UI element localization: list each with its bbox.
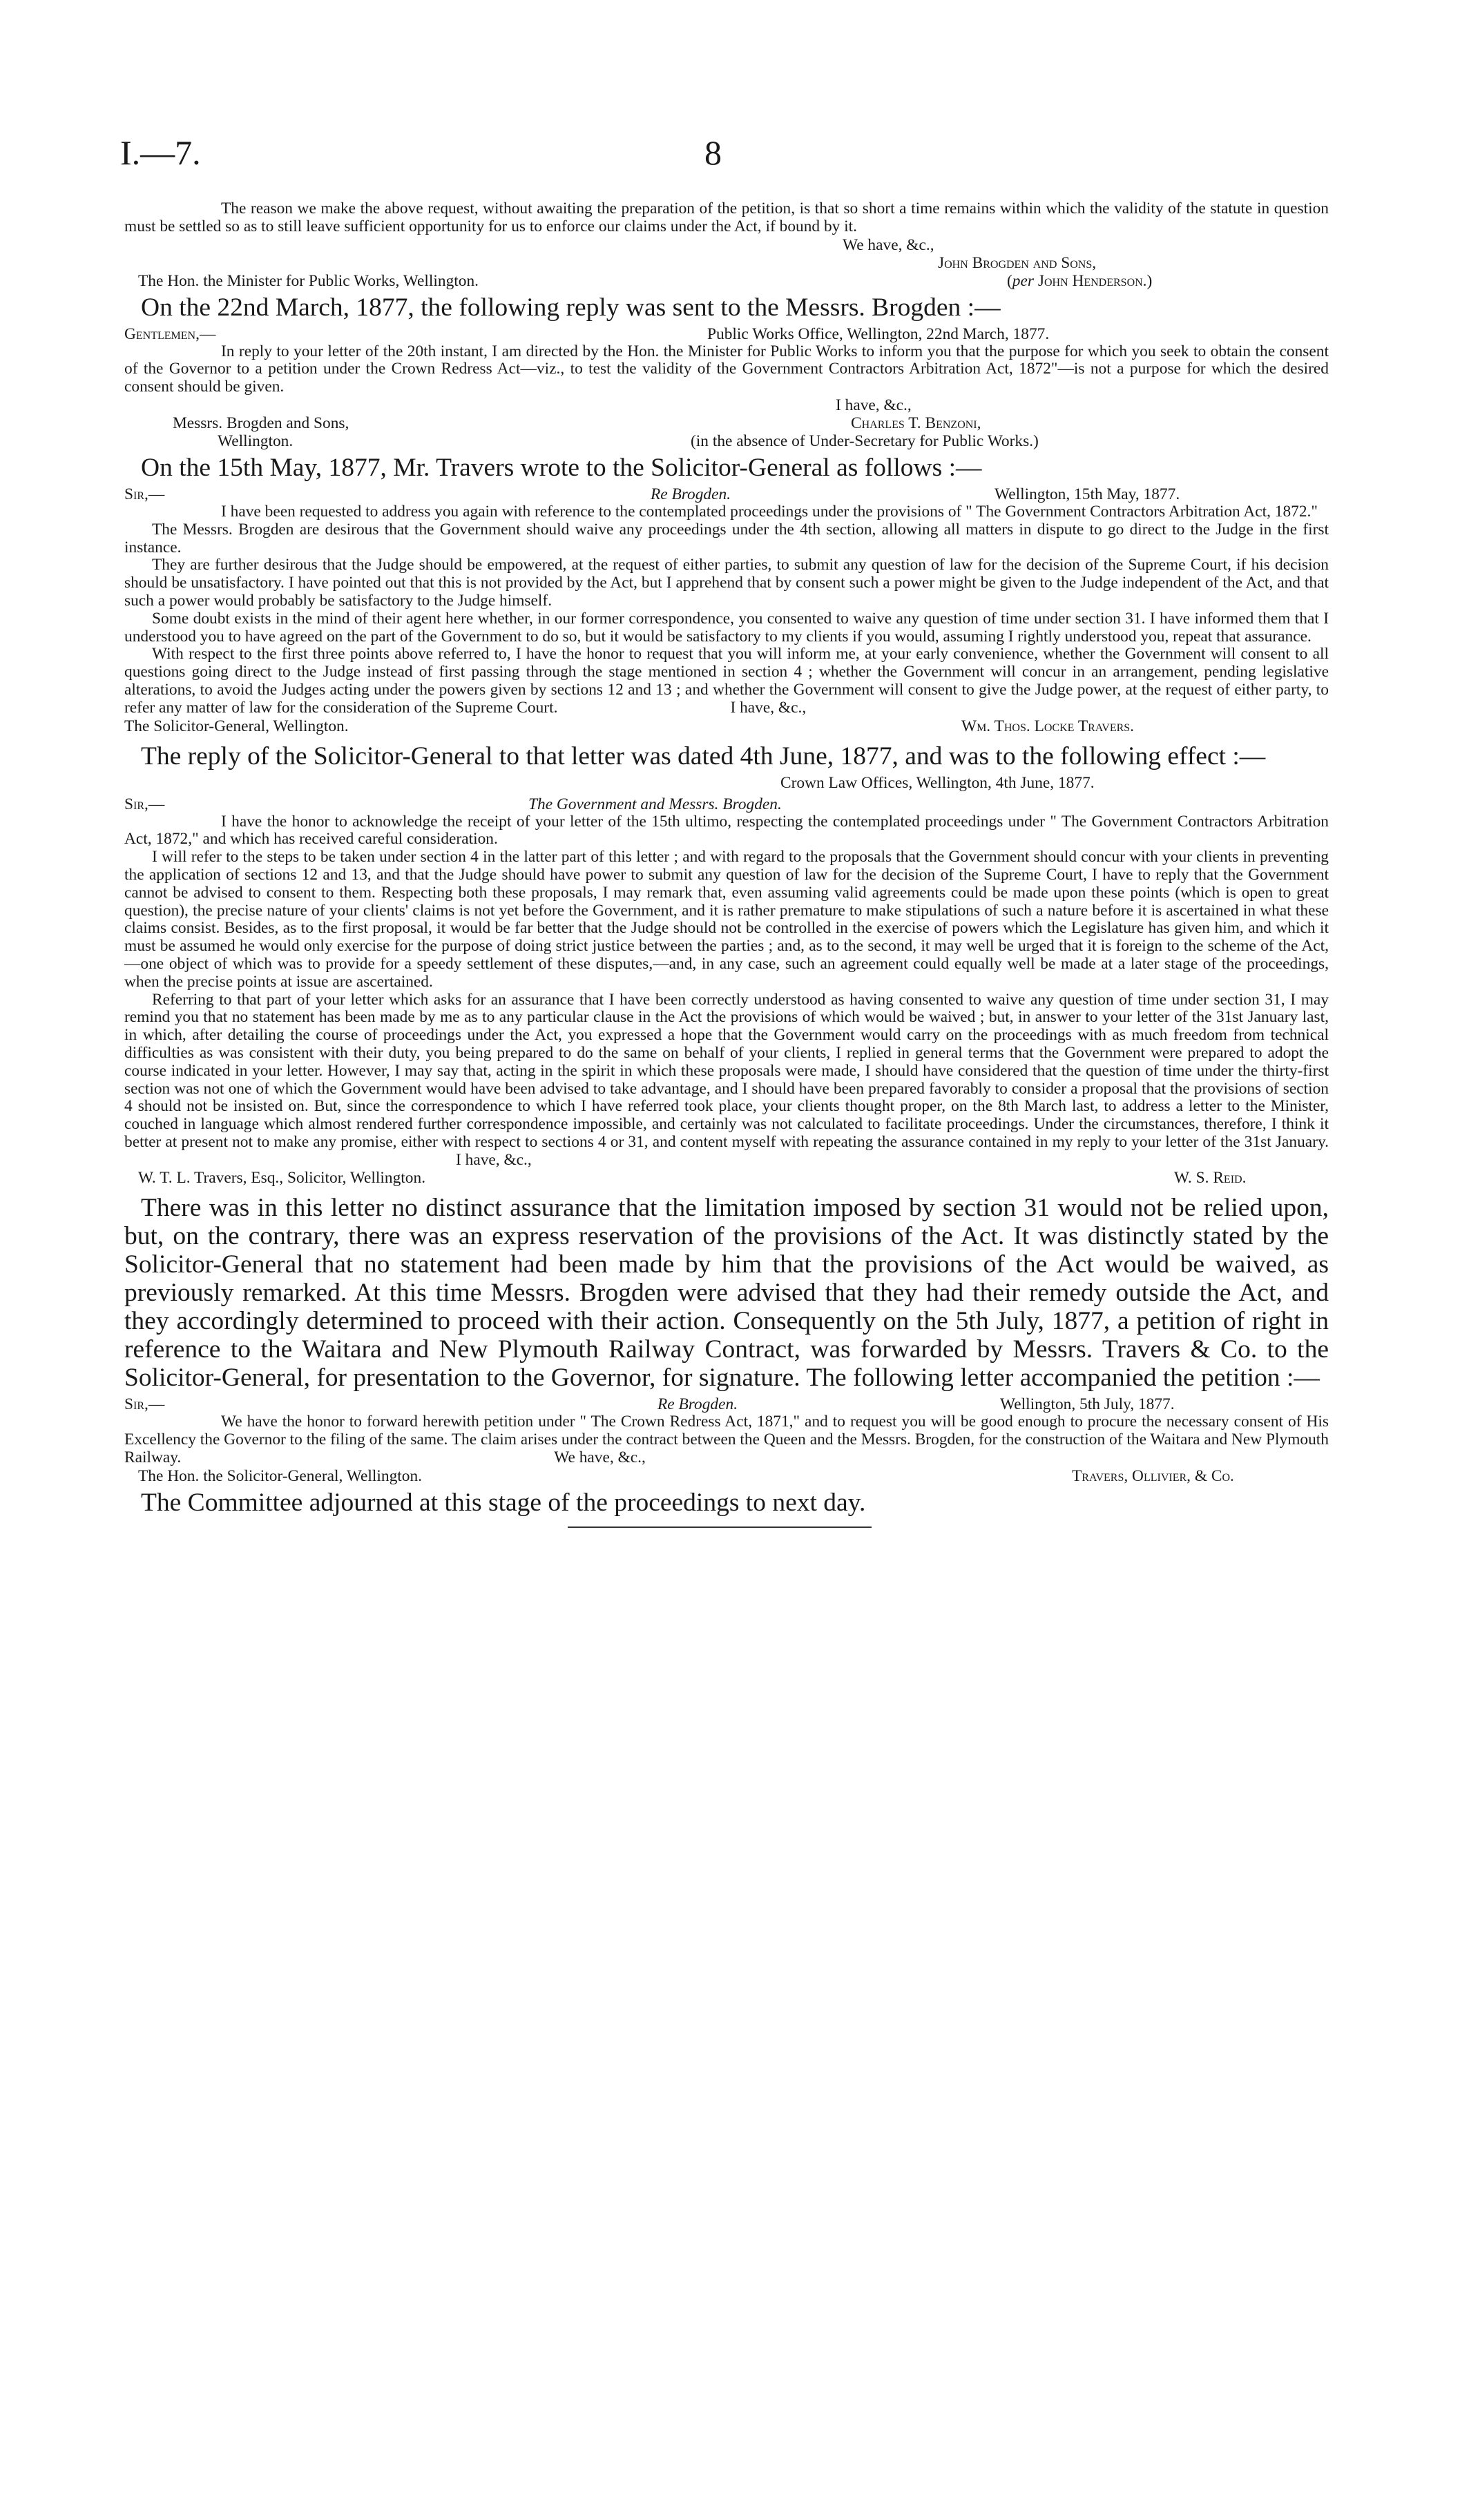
letter2-closing: I have, &c., (836, 396, 912, 414)
letter1-address-row (124, 272, 1329, 290)
letter4-addressee: W. T. L. Travers, Esq., Solicitor, Wellington. (138, 1169, 426, 1188)
letter1-per-line: (per John Henderson.) (1007, 271, 1153, 290)
letter5-place-date: Wellington, 5th July, 1877. (1000, 1395, 1175, 1414)
letter4-heading-row (124, 795, 1329, 813)
page-content (124, 200, 1329, 1528)
letter4-place-row (124, 774, 1329, 792)
letter1-closing-row (124, 236, 1329, 254)
letter5-body (124, 1413, 1329, 1466)
letter3-address-row (124, 717, 1329, 735)
letter1-signature: John Brogden and Sons, (938, 253, 1097, 272)
per-name: John Henderson. (1037, 271, 1147, 290)
letter1-signature-row (124, 254, 1329, 272)
letter2-addressee-row-2 (124, 432, 1329, 450)
letter3-closing: I have, &c., (730, 698, 807, 717)
intro-travers-15-may: On the 15th May, 1877, Mr. Travers wrote to the Solicitor-General as follows :— (141, 453, 982, 482)
letter2-signature-note: (in the absence of Under-Secretary for Public Works.) (691, 432, 1039, 450)
letter2-addressee-row (124, 414, 1329, 432)
letter3-last-paragraph-text: With respect to the first three points above referred to, I have the honor to request that you will inform me, at your early convenience, whether the Government will consent to all questions going direct to the Judge instead of first passing through the stage mentioned in section 4 ; whether the Government will concur in an arrangement, pending legislative alterations, to avoid the Judges acting under the powers given by sections 12 and 13 ; and whether the Government will consent to give the Judge power, at the request of either party, to refer any matter of law for the consideration of the Supreme Court. (124, 645, 1329, 717)
letter5-signature: Travers, Ollivier, & Co. (1072, 1466, 1234, 1485)
letter1-addressee: The Hon. the Minister for Public Works, Wellington. (138, 271, 479, 290)
letter5-heading-row (124, 1395, 1329, 1413)
letter5-closing: We have, &c., (554, 1448, 646, 1467)
letter2-heading-row (124, 325, 1329, 343)
intro-reply-22-march: On the 22nd March, 1877, the following reply was sent to the Messrs. Brogden :— (141, 293, 1001, 322)
letter3-place-date: Wellington, 15th May, 1877. (995, 485, 1180, 503)
final-adjournment: The Committee adjourned at this stage of the proceedings to next day. (141, 1488, 866, 1517)
letter2-salutation: Gentlemen,— (124, 324, 216, 343)
letter1-paragraph: The reason we make the above request, without awaiting the preparation of the petition, is that so short a time remains within which the validity of the statute in question must be settled so as to still leave sufficient opportunity for us to enforce our claims under the Act, if bound by it. (124, 200, 1329, 235)
letter2-place-date: Public Works Office, Wellington, 22nd March, 1877. (707, 324, 1050, 343)
letter5-salutation: Sir,— (124, 1395, 165, 1414)
letter3-paragraph: They are further desirous that the Judge should be empowered, at the request of either parties, to submit any question of law for the decision of the Supreme Court, if his decision should be unsatisfactory. I have pointed out that this is not provided by the Act, but I apprehend that by consent such a power might be given to the Judge independent of the Act, and that such a power would probably be satisfactory to the Judge himself. (124, 556, 1329, 610)
letter3-subject: Re Brogden. (651, 485, 731, 503)
page-header (120, 133, 1340, 181)
letter3-paragraph: Some doubt exists in the mind of their agent here whether, in our former correspondence, you consented to waive any question of time under section 31. I have informed them that I understood you to have agreed on the part of the Government to do so, but it would be satisfactory to my clients if you would, assuming I rightly understood you, repeat that assurance. (124, 609, 1329, 646)
letter3-addressee: The Solicitor-General, Wellington. (124, 717, 349, 735)
section-divider (568, 1526, 872, 1528)
letter3-signature: Wm. Thos. Locke Travers. (961, 717, 1135, 735)
letter4-salutation: Sir,— (124, 795, 165, 813)
letter2-addressee-2: Wellington. (218, 432, 294, 450)
letter3-last-paragraph (124, 646, 1329, 717)
letter4-closing: I have, &c., (456, 1150, 532, 1169)
letter5-address-row (124, 1467, 1329, 1485)
letter2-body: In reply to your letter of the 20th instant, I am directed by the Hon. the Minister for Public Works to inform you that the purpose for which you seek to obtain the consent of the Governor to a petition under the Crown Redress Act—viz., to test the validity of the Government Contractors Arbitration Act, 1872"—is not a purpose for which the desired consent should be given. (124, 342, 1329, 396)
letter4-paragraph: I will refer to the steps to be taken under section 4 in the latter part of this letter ; and with regard to the proposals that the Government should concur with your clients in preventing the application of sections 12 and 13, and that the Judge should have power to submit any question of law for the decision of the Supreme Court, I have to reply that the Government cannot be advised to consent to them. Respecting both these proposals, I may remark that, even assuming valid agreements could be made upon these points (which is open to great question), the precise nature of your clients' claims is not yet before the Government, and it is rather premature to make stipulations of such a nature before it is ascertained in what these claims consist. Besides, as to the first proposal, it would be far better that the Judge should not be controlled in the exercise of powers which the Legislature has given him, and which it must be assumed he would only exercise for the purpose of doing strict justice between the parties ; and, as to the second, it may well be urged that it is foreign to the scheme of the Act,—one object of which was to provide for a speedy settlement of these disputes,—and, in any case, such an agreement could equally well be made at a later stage of the proceedings, when the precise points at issue are ascertained. (124, 848, 1329, 991)
letter4-paragraph: I have the honor to acknowledge the receipt of your letter of the 15th ultimo, respecting the contemplated proceedings under " The Government Contractors Arbitration Act, 1872," and which has received careful consideration. (124, 812, 1329, 849)
letter4-last-paragraph (124, 991, 1329, 1170)
letter3-heading-row (124, 485, 1329, 503)
letter2-closing-row (124, 396, 1329, 414)
intro-solicitor-reply: The reply of the Solicitor-General to that letter was dated 4th June, 1877, and was to the following effect :— (141, 742, 1266, 770)
letter2-addressee-1: Messrs. Brogden and Sons, (173, 414, 349, 432)
sheet-reference: I.—7. (120, 133, 201, 172)
letter3-paragraph: I have been requested to address you again with reference to the contemplated proceedings under the provisions of " The Government Contractors Arbitration Act, 1872." (221, 502, 1318, 521)
letter4-subject: The Government and Messrs. Brogden. (528, 795, 782, 813)
letter4-place-date: Crown Law Offices, Wellington, 4th June, 1877. (780, 773, 1095, 792)
letter3-paragraph: The Messrs. Brogden are desirous that the Government should waive any proceedings under the 4th section, allowing all matters in dispute to go direct to the Judge in the first instance. (124, 520, 1329, 556)
narrative-paragraph: There was in this letter no distinct assurance that the limitation imposed by section 31 would not be relied upon, but, on the contrary, there was an express reservation of the provisions of the Act. It was distinctly stated by the Solicitor-General that no statement had been made by him that the provisions of the Act would be waived, as previously remarked. At this time Messrs. Brogden were advised that they had their remedy outside the Act, and they accordingly determined to proceed with their action. Consequently on the 5th July, 1877, a petition of right in reference to the Waitara and New Plymouth Railway Contract, was forwarded by Messrs. Travers & Co. to the Solicitor-General, for presentation to the Governor, for signature. The following letter accompanied the petition :— (124, 1194, 1329, 1393)
letter5-addressee: The Hon. the Solicitor-General, Wellington. (138, 1466, 423, 1485)
letter1-closing: We have, &c., (843, 235, 934, 254)
letter4-signature: W. S. Reid. (1174, 1169, 1247, 1188)
letter3-salutation: Sir,— (124, 485, 165, 503)
letter4-last-paragraph-text: Referring to that part of your letter which asks for an assurance that I have been correctly understood as having consented to waive any question of time under section 31, I may remind you that no statement has been made by me as to any particular clause in the Act the provisions of which would be waived ; but, in answer to your letter of the 31st January last, in which, after detailing the course of proceedings under the Act, you expressed a hope that the Government would carry on the proceedings with as much freedom from technical difficulties as was consistent with their duty, you being prepared to do the same on behalf of your clients, I replied in general terms that the Government were prepared to adopt the course indicated in your letter. However, I may say that, acting in the spirit in which these proposals were made, I should have considered that the question of time under the thirty-first section was not one of which the Government would have been advised to take advantage, and I should have been prepared favorably to consider a proposal that the provisions of section 4 should not be insisted on. But, since the correspondence to which I have referred took place, your clients thought proper, on the 8th March last, to address a letter to the Minister, couched in language which almost rendered further correspondence impossible, and certainly was not calculated to facilitate proceedings. Under the circumstances, therefore, I think it better at present not to make any promise, either with respect to sections 4 or 31, and content myself with repeating the assurance contained in my reply to your letter of the 31st January. (124, 990, 1329, 1151)
per-prefix: per (1012, 271, 1034, 290)
letter5-subject: Re Brogden. (657, 1395, 738, 1414)
letter4-address-row (124, 1169, 1329, 1187)
page-number: 8 (704, 133, 722, 172)
letter5-body-text: We have the honor to forward herewith petition under " The Crown Redress Act, 1871," and to request you will be good enough to procure the necessary consent of His Excellency the Governor to the filing of the same. The claim arises under the contract between the Queen and the Messrs. Brogden, for the construction of the Waitara and New Plymouth Railway. (124, 1413, 1329, 1467)
letter2-signature: Charles T. Benzoni, (851, 414, 981, 432)
